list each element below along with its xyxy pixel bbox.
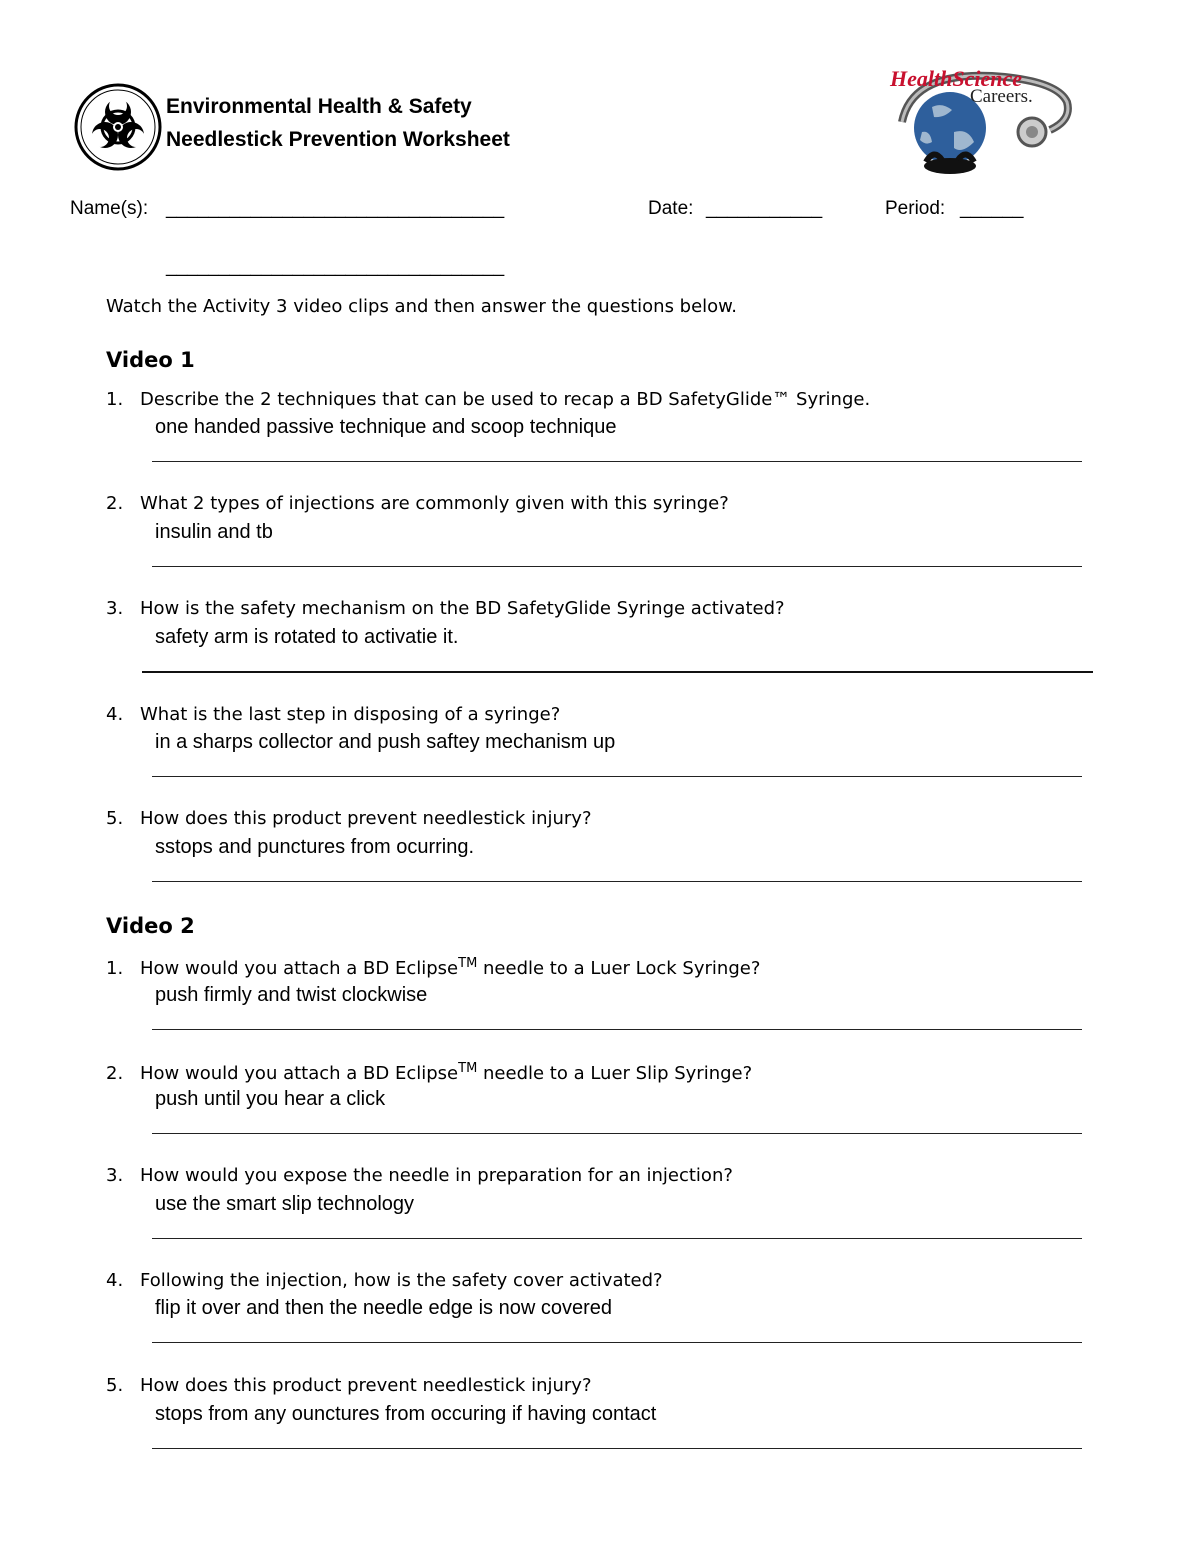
answer-line — [152, 1133, 1082, 1134]
question-number: 2. — [106, 493, 124, 514]
date-field[interactable]: ___________ — [706, 198, 823, 219]
names-field-2[interactable]: ________________________________ — [166, 256, 505, 277]
date-label: Date: — [648, 198, 694, 219]
answer-line — [152, 881, 1082, 882]
answer-line — [152, 566, 1082, 567]
question-text: Following the injection, how is the safety cover activated? — [140, 1270, 663, 1291]
question-number: 5. — [106, 808, 124, 829]
answer[interactable]: use the smart slip technology — [155, 1193, 415, 1215]
question-number: 3. — [106, 598, 124, 619]
question-text: How would you attach a BD Eclipse — [140, 958, 459, 979]
answer[interactable]: push firmly and twist clockwise — [155, 984, 428, 1006]
worksheet-title: Needlestick Prevention Worksheet — [166, 128, 510, 151]
logo-healthscience-text: HealthScience — [890, 66, 1022, 91]
answer[interactable]: one handed passive technique and scoop technique — [155, 416, 617, 438]
names-label: Name(s): — [70, 198, 149, 219]
question-number: 3. — [106, 1165, 124, 1186]
question — [106, 1375, 592, 1396]
answer[interactable]: push until you hear a click — [155, 1088, 386, 1110]
question-text: needle to a Luer Slip Syringe? — [477, 1063, 753, 1084]
answer-line — [152, 776, 1082, 777]
question — [106, 493, 729, 514]
question-number: 1. — [106, 389, 124, 410]
question-text: How does this product prevent needlestick injury? — [140, 1375, 592, 1396]
answer-line — [152, 1029, 1082, 1030]
health-science-careers-logo — [882, 62, 1082, 182]
question-text: What 2 types of injections are commonly given with this syringe? — [140, 493, 729, 514]
answer[interactable]: in a sharps collector and push saftey mechanism up — [155, 731, 616, 753]
question-number: 2. — [106, 1063, 124, 1084]
question-text: needle to a Luer Lock Syringe? — [477, 958, 761, 979]
period-label: Period: — [885, 198, 946, 219]
answer[interactable]: safety arm is rotated to activatie it. — [155, 626, 459, 648]
question-text: How does this product prevent needlestick injury? — [140, 808, 592, 829]
question-text: How is the safety mechanism on the BD SafetyGlide Syringe activated? — [140, 598, 785, 619]
question-text: How would you attach a BD Eclipse — [140, 1063, 459, 1084]
answer-line — [152, 1238, 1082, 1239]
department-title: Environmental Health & Safety — [166, 95, 472, 118]
answer-line — [152, 1342, 1082, 1343]
logo-careers-text: Careers. — [970, 86, 1033, 107]
answer[interactable]: flip it over and then the needle edge is now covered — [155, 1297, 612, 1319]
answer-line — [152, 1448, 1082, 1449]
question-number: 4. — [106, 1270, 124, 1291]
question — [106, 704, 560, 725]
video-2-heading: Video 2 — [106, 914, 195, 938]
question-number: 4. — [106, 704, 124, 725]
video-1-heading: Video 1 — [106, 348, 195, 372]
question — [106, 598, 785, 619]
question — [106, 808, 592, 829]
question — [106, 1270, 663, 1291]
instructions: Watch the Activity 3 video clips and then answer the questions below. — [106, 296, 737, 317]
names-field[interactable]: ________________________________ — [166, 198, 505, 219]
question-number: 1. — [106, 958, 124, 979]
question — [106, 389, 870, 410]
answer[interactable]: sstops and punctures from ocurring. — [155, 836, 475, 858]
question-text: What is the last step in disposing of a syringe? — [140, 704, 561, 725]
answer[interactable]: stops from any ounctures from occuring if having contact — [155, 1403, 657, 1425]
period-field[interactable]: ______ — [960, 198, 1024, 219]
trademark-mark: TM — [458, 956, 478, 971]
question-text: How would you expose the needle in preparation for an injection? — [140, 1165, 733, 1186]
question — [106, 956, 760, 979]
question-number: 5. — [106, 1375, 124, 1396]
trademark-mark: TM — [458, 1061, 478, 1076]
answer-line — [152, 461, 1082, 462]
biohazard-icon — [73, 82, 163, 172]
answer-line — [142, 671, 1093, 673]
question — [106, 1165, 733, 1186]
answer[interactable]: insulin and tb — [155, 521, 273, 543]
question — [106, 1061, 752, 1084]
question-text: Describe the 2 techniques that can be used to recap a BD SafetyGlide™ Syringe. — [140, 389, 871, 410]
